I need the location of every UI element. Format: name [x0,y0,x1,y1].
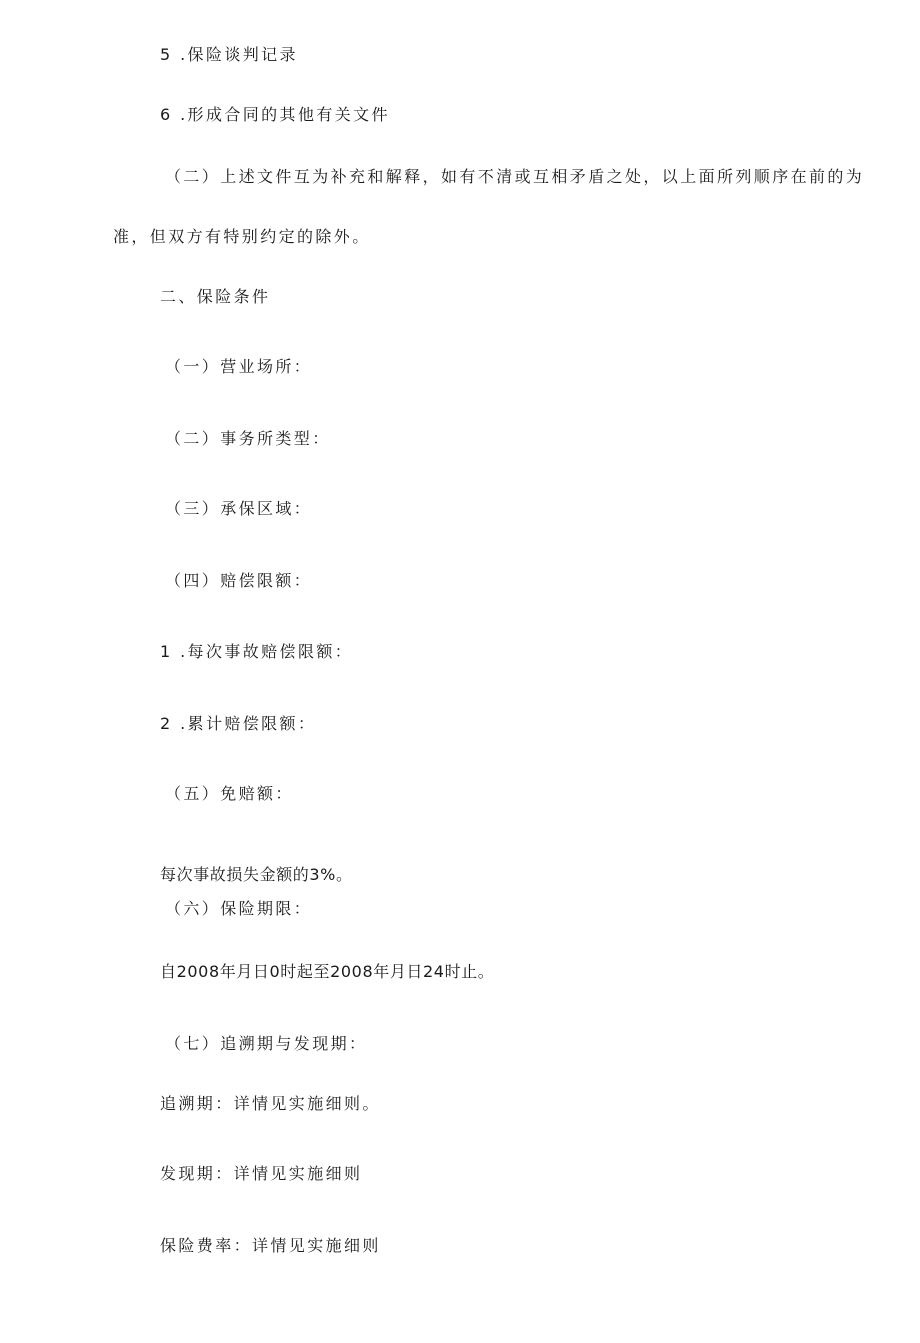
deductible-value: 每次事故损失金额的3%。 [160,865,353,884]
list-item-negotiation-record: 5 .保险谈判记录 [160,45,298,64]
retroactive-period-value: 追溯期：详情见实施细则。 [160,1094,381,1113]
list-item-other-documents: 6 .形成合同的其他有关文件 [160,105,390,124]
field-insurance-period: （六）保险期限： [165,899,313,918]
section-heading-insurance-conditions: 二、保险条件 [160,287,271,306]
field-retroactive-discovery-period: （七）追溯期与发现期： [165,1034,368,1053]
premium-rate-value: 保险费率：详情见实施细则 [160,1236,381,1255]
field-coverage-area: （三）承保区域： [165,499,313,518]
field-aggregate-limit: 2 .累计赔偿限额： [160,714,317,733]
paragraph-precedence-line2: 准，但双方有特别约定的除外。 [113,227,371,246]
field-per-accident-limit: 1 .每次事故赔偿限额： [160,642,354,661]
field-business-premises: （一）营业场所： [165,357,313,376]
discovery-period-value: 发现期：详情见实施细则 [160,1164,363,1183]
field-deductible: （五）免赔额： [165,784,294,803]
field-indemnity-limit: （四）赔偿限额： [165,571,313,590]
insurance-period-value: 自2008年月日0时起至2008年月日24时止。 [160,962,495,981]
paragraph-precedence-line1: （二）上述文件互为补充和解释，如有不清或互相矛盾之处，以上面所列顺序在前的为 [165,167,865,186]
field-firm-type: （二）事务所类型： [165,429,331,448]
